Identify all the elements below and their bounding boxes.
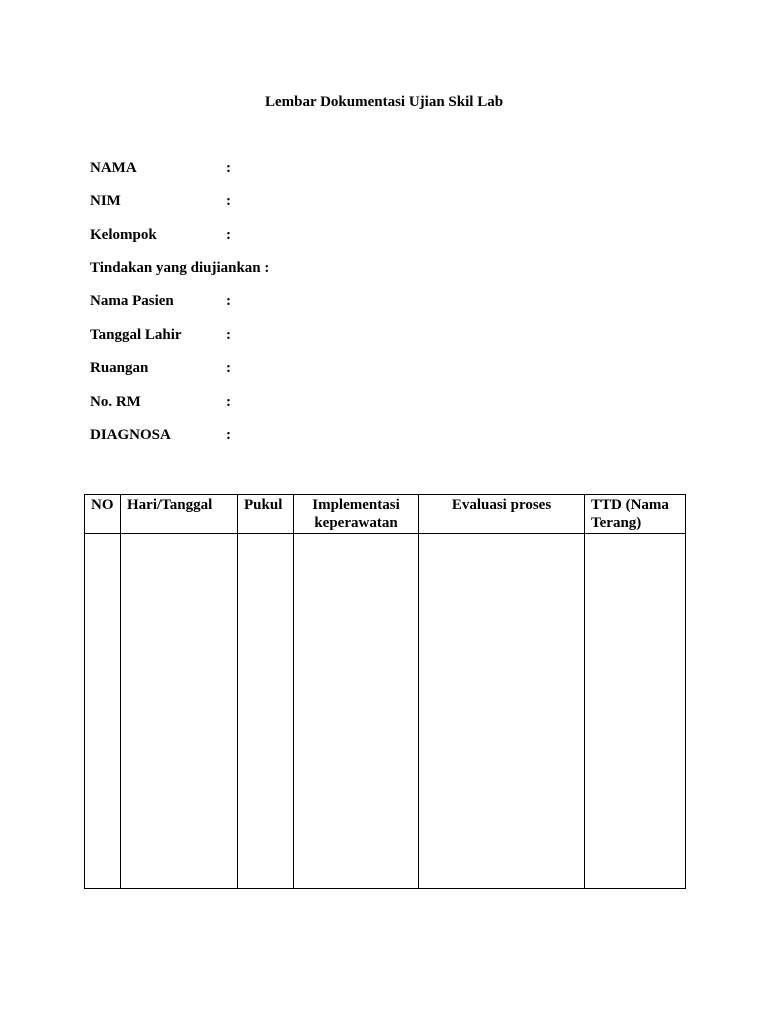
table-header-row [85,495,686,534]
field-label: NAMA [90,160,137,176]
field-tanggal-lahir [90,327,231,347]
cell-ttd[interactable] [585,534,686,889]
field-colon: : [226,227,231,243]
field-nama [90,160,231,180]
field-colon: : [226,293,231,309]
field-colon: : [226,160,231,176]
page-title: Lembar Dokumentasi Ujian Skil Lab [264,94,504,110]
field-label: NIM [90,193,121,209]
header-ttd: TTD (Nama Terang) [585,495,686,534]
header-pukul: Pukul [238,495,294,534]
field-nama-pasien [90,293,231,313]
table-row [85,534,686,889]
cell-pukul[interactable] [238,534,294,889]
field-colon: : [226,360,231,376]
field-ruangan [90,360,231,380]
field-colon: : [226,394,231,410]
cell-no[interactable] [85,534,121,889]
field-kelompok [90,227,231,247]
header-no: NO [85,495,121,534]
cell-evaluasi[interactable] [419,534,585,889]
field-label: Tindakan yang diujiankan : [90,260,270,276]
field-label: Kelompok [90,227,157,243]
cell-hari-tanggal[interactable] [121,534,238,889]
header-hari-tanggal: Hari/Tanggal [121,495,238,534]
field-colon: : [226,193,231,209]
field-tindakan [90,260,269,280]
field-label: Tanggal Lahir [90,327,182,343]
field-colon: : [226,327,231,343]
header-evaluasi: Evaluasi proses [419,495,585,534]
field-no-rm [90,394,231,414]
cell-implementasi[interactable] [294,534,419,889]
header-implementasi: Implementasi keperawatan [294,495,419,534]
field-label: DIAGNOSA [90,427,171,443]
documentation-table [84,494,686,889]
field-label: Nama Pasien [90,293,174,309]
field-nim [90,193,231,213]
field-label: No. RM [90,394,141,410]
field-label: Ruangan [90,360,149,376]
field-colon: : [226,427,231,443]
field-diagnosa [90,427,231,447]
